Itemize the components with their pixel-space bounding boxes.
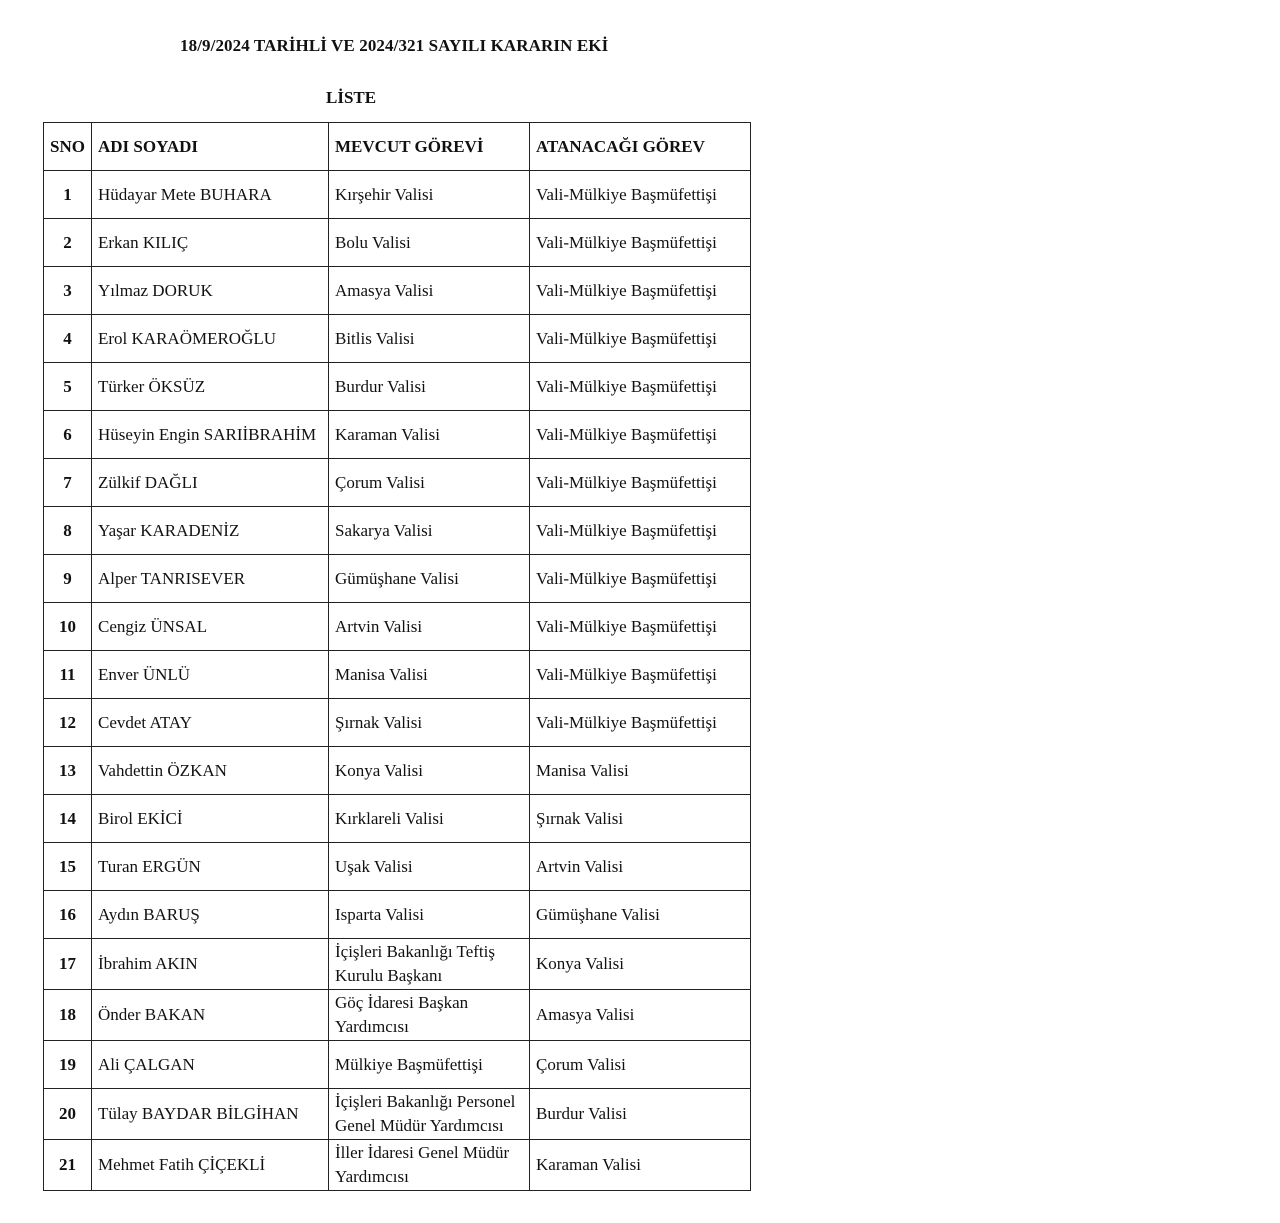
name-cell: Tülay BAYDAR BİLGİHAN <box>92 1089 329 1140</box>
new-role-cell: Vali-Mülkiye Başmüfettişi <box>530 219 751 267</box>
sno-cell: 16 <box>44 891 92 939</box>
table-row <box>44 747 751 795</box>
current-role-cell: Burdur Valisi <box>329 363 530 411</box>
table-row <box>44 939 751 990</box>
current-role-cell: Gümüşhane Valisi <box>329 555 530 603</box>
table-row <box>44 795 751 843</box>
new-role-cell: Vali-Mülkiye Başmüfettişi <box>530 267 751 315</box>
name-cell: Türker ÖKSÜZ <box>92 363 329 411</box>
table-row <box>44 699 751 747</box>
current-role-cell: Karaman Valisi <box>329 411 530 459</box>
current-role-cell: Çorum Valisi <box>329 459 530 507</box>
table-row <box>44 219 751 267</box>
list-title: LİSTE <box>326 88 377 107</box>
sno-cell: 13 <box>44 747 92 795</box>
name-cell: Erol KARAÖMEROĞLU <box>92 315 329 363</box>
name-cell: Mehmet Fatih ÇİÇEKLİ <box>92 1140 329 1191</box>
table-row <box>44 315 751 363</box>
new-role-cell: Vali-Mülkiye Başmüfettişi <box>530 411 751 459</box>
new-role-cell: Vali-Mülkiye Başmüfettişi <box>530 459 751 507</box>
current-role-cell: Artvin Valisi <box>329 603 530 651</box>
sno-cell: 10 <box>44 603 92 651</box>
current-role-cell: Bitlis Valisi <box>329 315 530 363</box>
name-cell: İbrahim AKIN <box>92 939 329 990</box>
new-role-cell: Vali-Mülkiye Başmüfettişi <box>530 555 751 603</box>
current-role-cell: Sakarya Valisi <box>329 507 530 555</box>
table-row <box>44 1041 751 1089</box>
name-cell: Birol EKİCİ <box>92 795 329 843</box>
name-cell: Cengiz ÜNSAL <box>92 603 329 651</box>
sno-cell: 11 <box>44 651 92 699</box>
appointment-table <box>43 122 751 1191</box>
name-cell: Cevdet ATAY <box>92 699 329 747</box>
name-cell: Alper TANRISEVER <box>92 555 329 603</box>
current-role-cell: Göç İdaresi Başkan Yardımcısı <box>329 990 530 1041</box>
table-row <box>44 1089 751 1140</box>
name-cell: Erkan KILIÇ <box>92 219 329 267</box>
name-cell: Önder BAKAN <box>92 990 329 1041</box>
current-role-cell: Amasya Valisi <box>329 267 530 315</box>
new-role-cell: Vali-Mülkiye Başmüfettişi <box>530 651 751 699</box>
sno-cell: 8 <box>44 507 92 555</box>
name-cell: Hüseyin Engin SARIİBRAHİM <box>92 411 329 459</box>
name-cell: Zülkif DAĞLI <box>92 459 329 507</box>
sno-cell: 21 <box>44 1140 92 1191</box>
current-role-cell: İller İdaresi Genel Müdür Yardımcısı <box>329 1140 530 1191</box>
current-role-cell: Manisa Valisi <box>329 651 530 699</box>
table-row <box>44 891 751 939</box>
sno-cell: 4 <box>44 315 92 363</box>
sno-cell: 5 <box>44 363 92 411</box>
current-role-cell: Isparta Valisi <box>329 891 530 939</box>
sno-cell: 12 <box>44 699 92 747</box>
table-row <box>44 411 751 459</box>
sno-cell: 7 <box>44 459 92 507</box>
new-role-cell: Amasya Valisi <box>530 990 751 1041</box>
current-role-cell: Kırklareli Valisi <box>329 795 530 843</box>
table-row <box>44 459 751 507</box>
table-row <box>44 363 751 411</box>
sno-cell: 2 <box>44 219 92 267</box>
table-row <box>44 1140 751 1191</box>
table-row <box>44 507 751 555</box>
table-row <box>44 171 751 219</box>
new-role-cell: Artvin Valisi <box>530 843 751 891</box>
name-cell: Turan ERGÜN <box>92 843 329 891</box>
name-cell: Vahdettin ÖZKAN <box>92 747 329 795</box>
sno-cell: 6 <box>44 411 92 459</box>
sno-cell: 9 <box>44 555 92 603</box>
sno-cell: 19 <box>44 1041 92 1089</box>
header-name: ADI SOYADI <box>92 123 329 171</box>
header-current-role: MEVCUT GÖREVİ <box>329 123 530 171</box>
table-body <box>44 171 751 1191</box>
new-role-cell: Vali-Mülkiye Başmüfettişi <box>530 363 751 411</box>
new-role-cell: Şırnak Valisi <box>530 795 751 843</box>
header-new-role: ATANACAĞI GÖREV <box>530 123 751 171</box>
sno-cell: 20 <box>44 1089 92 1140</box>
new-role-cell: Manisa Valisi <box>530 747 751 795</box>
new-role-cell: Vali-Mülkiye Başmüfettişi <box>530 603 751 651</box>
current-role-cell: Şırnak Valisi <box>329 699 530 747</box>
table-row <box>44 603 751 651</box>
name-cell: Enver ÜNLÜ <box>92 651 329 699</box>
current-role-cell: İçişleri Bakanlığı Personel Genel Müdür Yardımcısı <box>329 1089 530 1140</box>
new-role-cell: Karaman Valisi <box>530 1140 751 1191</box>
table-row <box>44 990 751 1041</box>
table-row <box>44 555 751 603</box>
name-cell: Yılmaz DORUK <box>92 267 329 315</box>
name-cell: Aydın BARUŞ <box>92 891 329 939</box>
current-role-cell: Kırşehir Valisi <box>329 171 530 219</box>
current-role-cell: Konya Valisi <box>329 747 530 795</box>
current-role-cell: İçişleri Bakanlığı Teftiş Kurulu Başkanı <box>329 939 530 990</box>
name-cell: Yaşar KARADENİZ <box>92 507 329 555</box>
new-role-cell: Vali-Mülkiye Başmüfettişi <box>530 699 751 747</box>
table-row <box>44 267 751 315</box>
current-role-cell: Uşak Valisi <box>329 843 530 891</box>
new-role-cell: Vali-Mülkiye Başmüfettişi <box>530 315 751 363</box>
name-cell: Hüdayar Mete BUHARA <box>92 171 329 219</box>
current-role-cell: Mülkiye Başmüfettişi <box>329 1041 530 1089</box>
new-role-cell: Vali-Mülkiye Başmüfettişi <box>530 171 751 219</box>
table-header-row <box>44 123 751 171</box>
new-role-cell: Gümüşhane Valisi <box>530 891 751 939</box>
sno-cell: 1 <box>44 171 92 219</box>
current-role-cell: Bolu Valisi <box>329 219 530 267</box>
sno-cell: 18 <box>44 990 92 1041</box>
name-cell: Ali ÇALGAN <box>92 1041 329 1089</box>
table-row <box>44 843 751 891</box>
new-role-cell: Konya Valisi <box>530 939 751 990</box>
header-sno: SNO <box>44 123 92 171</box>
sno-cell: 14 <box>44 795 92 843</box>
new-role-cell: Vali-Mülkiye Başmüfettişi <box>530 507 751 555</box>
document-title: 18/9/2024 TARİHLİ VE 2024/321 SAYILI KARARIN EKİ <box>180 36 609 55</box>
sno-cell: 3 <box>44 267 92 315</box>
sno-cell: 15 <box>44 843 92 891</box>
new-role-cell: Burdur Valisi <box>530 1089 751 1140</box>
new-role-cell: Çorum Valisi <box>530 1041 751 1089</box>
table-row <box>44 651 751 699</box>
sno-cell: 17 <box>44 939 92 990</box>
